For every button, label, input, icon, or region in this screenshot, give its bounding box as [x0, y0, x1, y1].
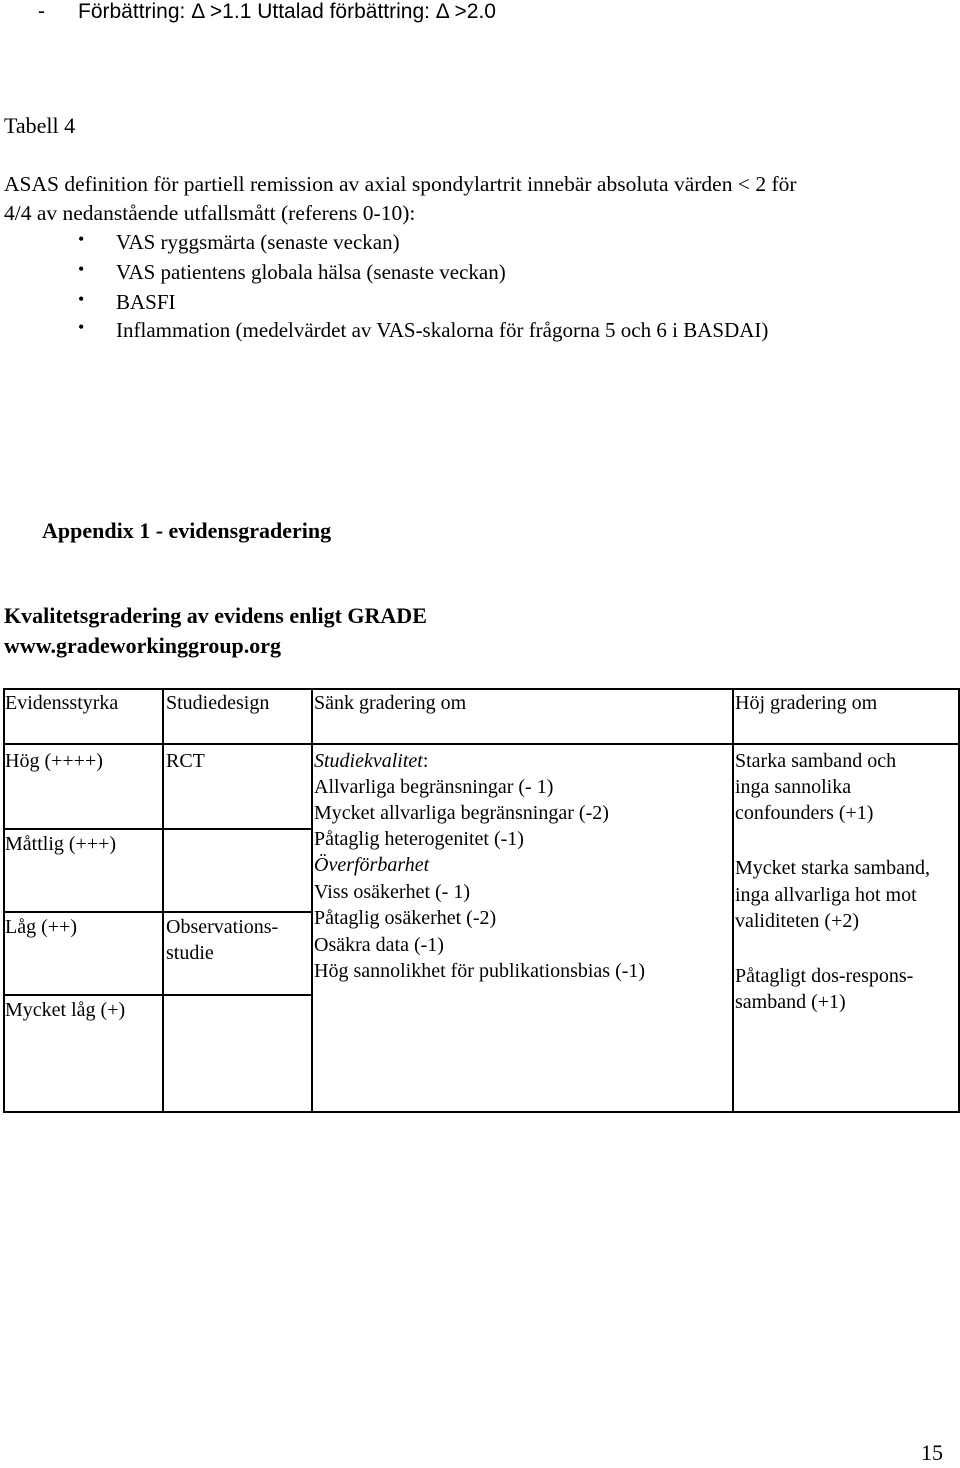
- lower-item: Osäkra data (-1): [314, 934, 444, 956]
- table-border: [162, 688, 164, 1113]
- lower-item: Hög sannolikhet för publikationsbias (-1): [314, 960, 646, 982]
- raise-item: samband (+1): [735, 991, 846, 1013]
- table-border: [3, 743, 960, 745]
- lower-item: Påtaglig osäkerhet (-2): [314, 907, 497, 929]
- header-evidence: Evidensstyrka: [5, 692, 119, 714]
- table-border: [3, 994, 313, 996]
- lower-title: [314, 748, 428, 775]
- header-raise: Höj gradering om: [735, 692, 878, 714]
- list-item: VAS patientens globala hälsa (senaste veckan): [116, 260, 506, 284]
- table4-title: Tabell 4: [4, 113, 76, 138]
- evidence-level: Måttlig (+++): [5, 833, 117, 855]
- grade-subheading: Kvalitetsgradering av evidens enligt GRADE: [4, 603, 427, 628]
- lower-item: Allvarliga begränsningar (- 1): [314, 776, 554, 798]
- dash-marker: -: [38, 0, 45, 23]
- lower-item: Viss osäkerhet (- 1): [314, 881, 470, 903]
- table4-intro-line1: ASAS definition för partiell remission av axial spondylartrit innebär absoluta värden < 2 för: [4, 172, 797, 196]
- grade-url: www.gradeworkinggroup.org: [4, 633, 282, 658]
- bullet-icon: •: [78, 317, 85, 337]
- table4-intro-line2: 4/4 av nedanstående utfallsmått (referens 0-10):: [4, 201, 416, 225]
- lower-item: Överförbarhet: [314, 854, 430, 876]
- bullet-icon: •: [78, 289, 85, 309]
- list-item: VAS ryggsmärta (senaste veckan): [116, 230, 400, 254]
- table-border: [3, 911, 313, 913]
- list-item: BASFI: [116, 290, 176, 314]
- table-border: [3, 828, 313, 830]
- list-item: Inflammation (medelvärdet av VAS-skalorna för frågorna 5 och 6 i BASDAI): [116, 318, 769, 342]
- raise-item: inga sannolika: [735, 776, 852, 798]
- design-rct: RCT: [166, 750, 205, 772]
- table-border: [732, 688, 734, 1113]
- header-lower: Sänk gradering om: [314, 692, 467, 714]
- page-number: 15: [921, 1440, 943, 1465]
- bullet-icon: •: [78, 259, 85, 279]
- lower-title-text: Studiekvalitet: [314, 750, 423, 772]
- raise-item: Starka samband och: [735, 750, 897, 772]
- raise-item: inga allvarliga hot mot: [735, 884, 917, 906]
- appendix-heading: Appendix 1 - evidensgradering: [42, 518, 332, 543]
- design-observational: Observations-: [166, 916, 279, 938]
- improvement-definition: Förbättring: Δ >1.1 Uttalad förbättring: Δ >2.0: [78, 0, 496, 23]
- lower-item: Mycket allvarliga begränsningar (-2): [314, 802, 609, 824]
- evidence-level: Låg (++): [5, 916, 77, 938]
- lower-item: Påtaglig heterogenitet (-1): [314, 828, 524, 850]
- bullet-icon: •: [78, 229, 85, 249]
- table-border: [311, 688, 313, 1113]
- raise-item: confounders (+1): [735, 802, 874, 824]
- raise-item: Mycket starka samband,: [735, 857, 930, 879]
- evidence-level: Hög (++++): [5, 750, 103, 772]
- table-border: [3, 1111, 960, 1113]
- raise-item: validiteten (+2): [735, 910, 860, 932]
- evidence-level: Mycket låg (+): [5, 999, 126, 1021]
- header-design: Studiedesign: [166, 692, 270, 714]
- raise-item: Påtagligt dos-respons-: [735, 965, 914, 987]
- lower-title-colon: :: [422, 750, 429, 772]
- design-observational-cont: studie: [166, 942, 214, 964]
